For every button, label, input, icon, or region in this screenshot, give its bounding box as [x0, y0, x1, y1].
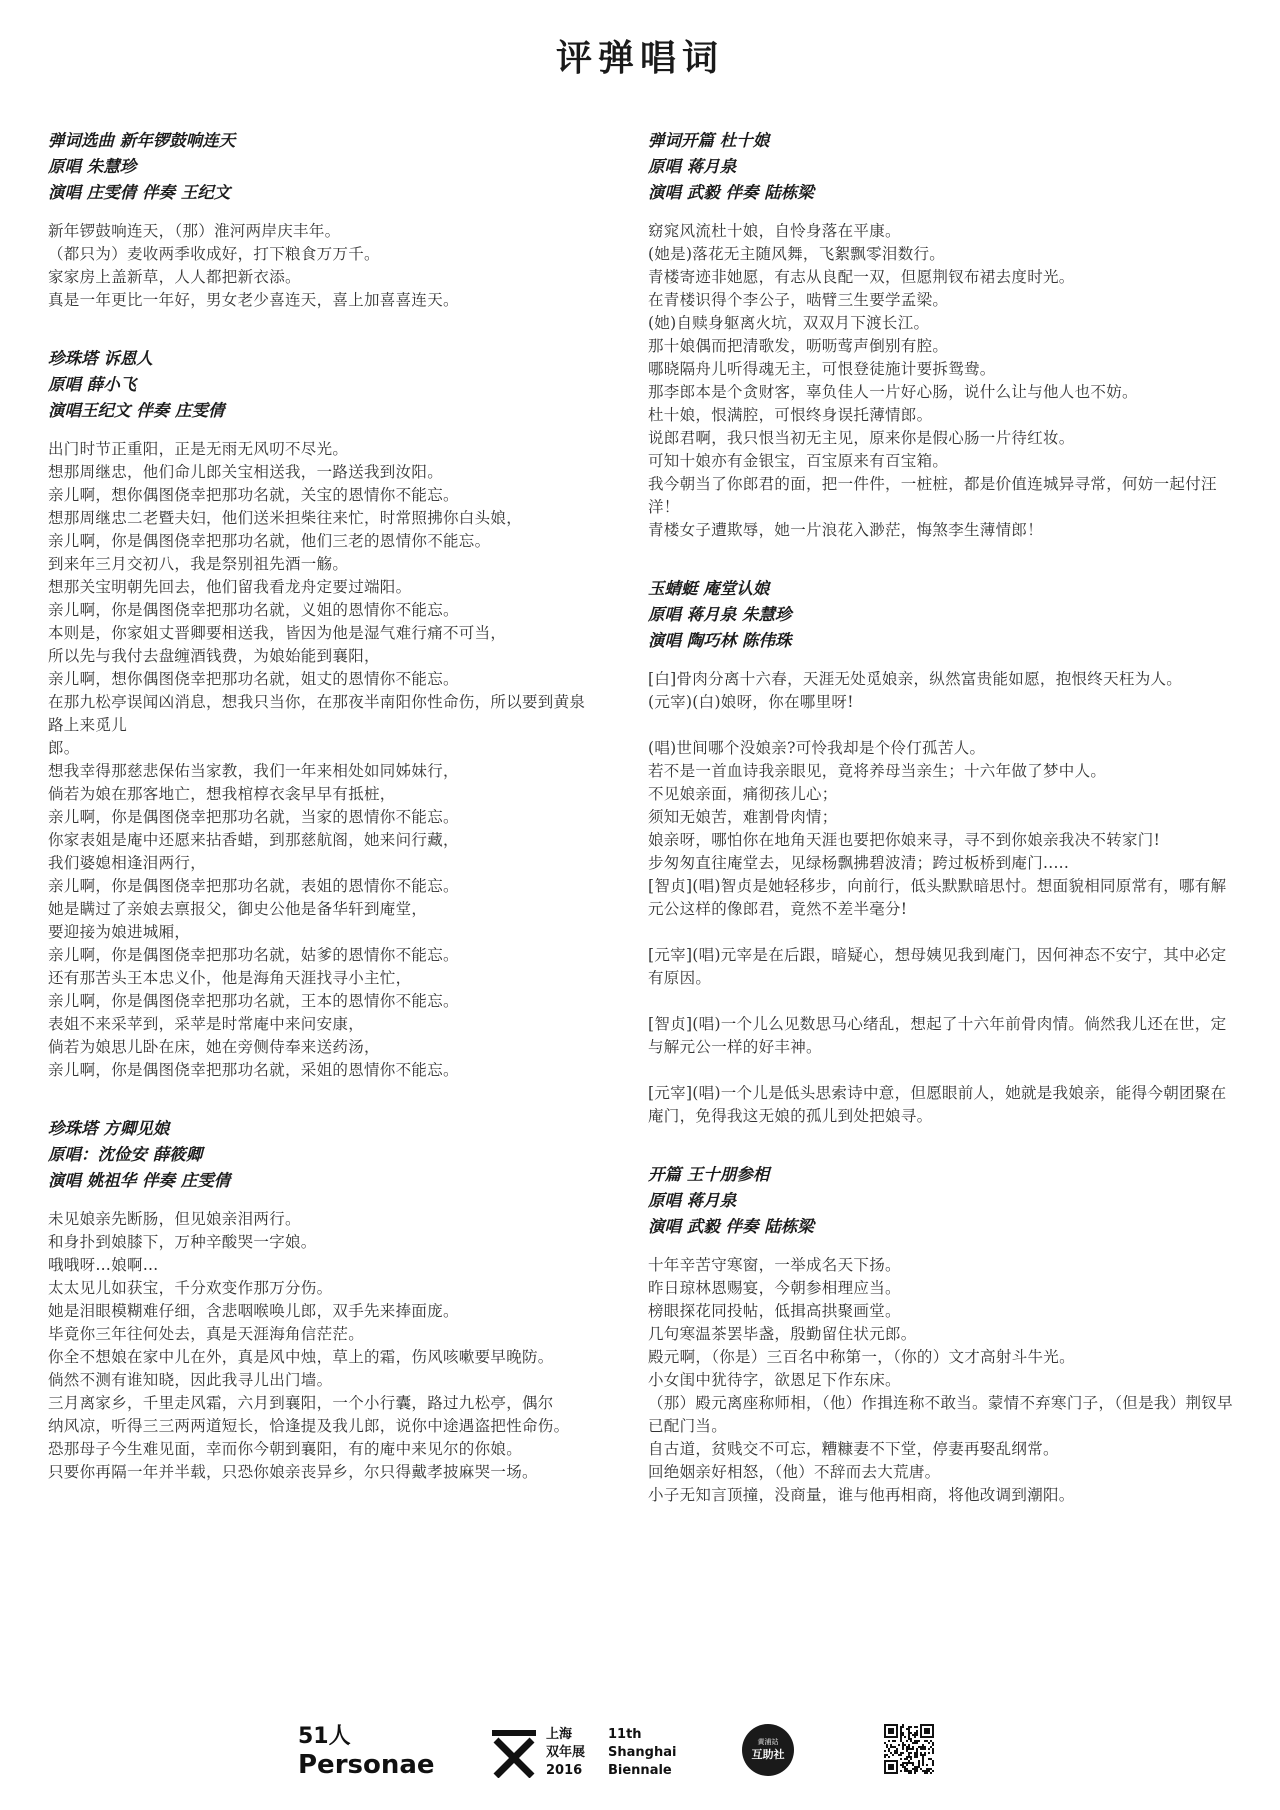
lyric-line: 殿元啊，（你是）三百名中称第一，（你的）文才高射斗牛光。: [648, 1348, 1075, 1366]
lyric-line: 表姐不来采苹到，采苹是时常庵中来问安康，: [48, 1015, 365, 1033]
lyric-line: 榜眼探花同投帖，低揖高拱聚画堂。: [648, 1302, 901, 1320]
lyric-line: 要迎接为娘进城厢，: [48, 923, 191, 941]
section-credit: 演唱 姚祖华 伴奏 庄雯倩: [48, 1171, 231, 1190]
lyric-line: 亲儿啊，你是偶图侥幸把那功名就，采姐的恩情你不能忘。: [48, 1061, 459, 1079]
lyric-line: 窈窕风流杜十娘，自怜身落在平康。: [648, 222, 901, 240]
lyric-line: 亲儿啊，想你偶图侥幸把那功名就，关宝的恩情你不能忘。: [48, 486, 459, 504]
lyric-line: (她)自赎身躯离火坑，双双月下渡长江。: [648, 314, 930, 332]
lyrics-section: [648, 576, 1238, 1128]
lyric-line: (元宰)(白)娘呀，你在哪里呀!: [648, 693, 854, 711]
page-title: 评弹唱词: [555, 38, 724, 79]
lyric-line: 几句寒温茶罢毕盏，殷勤留住状元郎。: [648, 1325, 917, 1343]
lyric-line: [元宰](唱)元宰是在后跟，暗疑心，想母姨见我到庵门，因何神态不安宁，其中必定有原因。: [648, 946, 1227, 987]
lyric-line: 哪晓隔舟儿听得魂无主，可恨登徒施计要拆鸳鸯。: [648, 360, 996, 378]
section-title: 珍珠塔 方卿见娘: [48, 1119, 170, 1138]
lyric-line: 亲儿啊，你是偶图侥幸把那功名就，王本的恩情你不能忘。: [48, 992, 459, 1010]
section-title: 弹词开篇 杜十娘: [648, 131, 770, 150]
lyric-line: 在青楼识得个李公子，啮臂三生要学孟梁。: [648, 291, 949, 309]
lyrics-section: [48, 1116, 588, 1484]
lyric-line: 回绝姻亲好相怒，（他）不辞而去大荒唐。: [648, 1463, 941, 1481]
section-credit: 演唱 陶巧林 陈伟珠: [648, 631, 792, 650]
lyric-line: 未见娘亲先断肠，但见娘亲泪两行。: [48, 1210, 301, 1228]
lyric-line: 若不是一首血诗我亲眼见，竟将养母当亲生；十六年做了梦中人。: [648, 762, 1107, 780]
biennale-mark-icon: [490, 1728, 538, 1778]
left-column: [48, 128, 588, 1518]
lyric-line: 青楼女子遭欺辱，她一片浪花入渺茫，悔煞李生薄情郎！: [648, 521, 1044, 539]
lyric-line: [白]骨肉分离十六春，天涯无处觅娘亲，纵然富贵能如愿，抱恨终天枉为人。: [648, 670, 1183, 688]
lyric-line: 那十娘偶而把清歌发，呖呖莺声倒别有腔。: [648, 337, 949, 355]
section-header: [648, 576, 1238, 654]
biennale-cn: 上海 双年展 2016: [546, 1727, 586, 1778]
lyric-line: 亲儿啊，你是偶图侥幸把那功名就，他们三老的恩情你不能忘。: [48, 532, 491, 550]
lyric-line: 新年锣鼓响连天，（那）淮河两岸庆丰年。: [48, 222, 341, 240]
lyric-line: （都只为）麦收两季收成好，打下粮食万万千。: [48, 245, 380, 263]
lyric-line: 倘然不测有谁知晓，因此我寻儿出门墙。: [48, 1371, 333, 1389]
lyric-line: 小女闺中犹待字，欲恩足下作东床。: [648, 1371, 901, 1389]
lyric-line: 家家房上盖新草，人人都把新衣添。: [48, 268, 301, 286]
biennale-en: 11th Shanghai Biennale: [608, 1727, 677, 1778]
lyric-line: 小子无知言顶撞，没商量，谁与他再相商，将他改调到潮阳。: [648, 1486, 1075, 1504]
lyrics-body: [48, 1208, 588, 1484]
lyric-line: 你家表姐是庵中还愿来拈香蜡，到那慈航阁，她来问行藏，: [48, 831, 459, 849]
lyric-line: 亲儿啊，你是偶图侥幸把那功名就，当家的恩情你不能忘。: [48, 808, 459, 826]
lyric-line: 昨日琼林恩赐宴，今朝参相理应当。: [648, 1279, 901, 1297]
lyric-line: 所以先与我付去盘缠酒钱费，为娘始能到襄阳，: [48, 647, 380, 665]
lyric-line: 太太见儿如获宝，千分欢变作那万分伤。: [48, 1279, 333, 1297]
lyric-line: [智贞](唱)一个儿么见数思马心绪乱，想起了十六年前骨肉情。倘然我儿还在世，定与解元公一样的好丰神。: [648, 1015, 1227, 1056]
lyric-line: 那李郎本是个贪财客，辜负佳人一片好心肠，说什么让与他人也不妨。: [648, 383, 1138, 401]
lyrics-body: [48, 438, 588, 1082]
mutual-aid-seal-logo: 黄浦站 互助社: [742, 1724, 794, 1776]
section-credit: 原唱 朱慧珍: [48, 157, 137, 176]
section-title: 玉蜻蜓 庵堂认娘: [648, 579, 770, 598]
lyric-line: 郎。: [48, 739, 80, 757]
section-title: 弹词选曲 新年锣鼓响连天: [48, 131, 236, 150]
lyric-line: 本则是，你家姐丈晋卿要相送我，皆因为他是湿气难行痛不可当，: [48, 624, 507, 642]
lyric-line: 恐那母子今生难见面，幸而你今朝到襄阳，有的庵中来见尔的你娘。: [48, 1440, 523, 1458]
lyric-line: 不见娘亲面，痛彻孩儿心；: [648, 785, 838, 803]
right-column: [648, 128, 1238, 1541]
lyric-line: 亲儿啊，你是偶图侥幸把那功名就，表姐的恩情你不能忘。: [48, 877, 459, 895]
lyric-line: [元宰](唱)一个儿是低头思索诗中意，但愿眼前人，她就是我娘亲，能得今朝团聚在庵门，免得我这无娘的孤儿到处把娘寻。: [648, 1084, 1227, 1125]
lyric-line: 想那周继忠二老暨夫妇，他们送米担柴往来忙，时常照拂你白头娘，: [48, 509, 523, 527]
lyric-line: 纳风凉，听得三三两两道短长，恰逢提及我儿郎，说你中途遇盗把性命伤。: [48, 1417, 570, 1435]
lyric-line: 哦哦呀…娘啊…: [48, 1256, 159, 1274]
lyric-line: (她是)落花无主随风舞，飞絮飘零泪数行。: [648, 245, 946, 263]
lyric-line: 只要你再隔一年并半载，只恐你娘亲丧异乡，尔只得戴孝披麻哭一场。: [48, 1463, 538, 1481]
lyrics-section: [648, 1162, 1238, 1507]
section-credit: 原唱 蒋月泉: [648, 1191, 737, 1210]
section-credit: 原唱 蒋月泉 朱慧珍: [648, 605, 792, 624]
lyrics-body: [648, 668, 1238, 1128]
lyric-line: 毕竟你三年往何处去，真是天涯海角信茫茫。: [48, 1325, 365, 1343]
lyric-line: 须知无娘苦，难割骨肉情；: [648, 808, 838, 826]
lyric-line: 你全不想娘在家中儿在外，真是风中烛，草上的霜，伤风咳嗽要早晚防。: [48, 1348, 554, 1366]
lyric-line: 娘亲呀，哪怕你在地角天涯也要把你娘来寻，寻不到你娘亲我决不转家门!: [648, 831, 1161, 849]
section-credit: 演唱 庄雯倩 伴奏 王纪文: [48, 183, 231, 202]
lyric-line: 十年辛苦守寒窗，一举成名天下扬。: [648, 1256, 901, 1274]
section-header: [48, 1116, 588, 1194]
lyric-line: 到来年三月交初八，我是祭别祖先酒一觞。: [48, 555, 349, 573]
lyric-line: 和身扑到娘膝下，万种辛酸哭一字娘。: [48, 1233, 317, 1251]
section-header: [48, 346, 588, 424]
lyric-line: 说郎君啊，我只恨当初无主见，原来你是假心肠一片待红妆。: [648, 429, 1075, 447]
lyric-line: 想那周继忠，他们命儿郎关宝相送我，一路送我到汝阳。: [48, 463, 444, 481]
lyric-line: 她是泪眼模糊难仔细，含悲咽喉唤儿郎，双手先来捧面庞。: [48, 1302, 459, 1320]
lyric-line: (唱)世间哪个没娘亲?可怜我却是个伶仃孤苦人。: [648, 739, 986, 757]
lyric-line: 自古道，贫贱交不可忘，糟糠妻不下堂，停妻再娶乱纲常。: [648, 1440, 1059, 1458]
lyrics-section: [648, 128, 1238, 542]
lyric-line: 出门时节正重阳，正是无雨无风叨不尽光。: [48, 440, 349, 458]
lyric-line: 想那关宝明朝先回去，他们留我看龙舟定要过端阳。: [48, 578, 412, 596]
lyrics-body: [48, 220, 588, 312]
lyrics-body: [648, 1254, 1238, 1507]
section-title: 开篇 王十朋参相: [648, 1165, 770, 1184]
lyrics-section: [48, 346, 588, 1082]
lyric-line: 我们婆媳相逢泪两行，: [48, 854, 207, 872]
qr-code-icon: [884, 1724, 934, 1778]
lyrics-body: [648, 220, 1238, 542]
section-credit: 原唱 薛小飞: [48, 375, 137, 394]
lyric-line: 倘若为娘在那客地亡，想我棺椁衣衾早早有抵桩，: [48, 785, 396, 803]
section-credit: 原唱：沈俭安 薛筱卿: [48, 1145, 203, 1164]
section-header: [48, 128, 588, 206]
lyric-line: [智贞](唱)智贞是她轻移步，向前行，低头默默暗思忖。想面貌相同原常有，哪有解元公这样的像郎君，竟然不差半毫分!: [648, 877, 1227, 918]
section-title: 珍珠塔 诉恩人: [48, 349, 153, 368]
lyric-line: 真是一年更比一年好，男女老少喜连天，喜上加喜喜连天。: [48, 291, 459, 309]
lyric-line: 步匆匆直往庵堂去，见绿杨飘拂碧波清；跨过板桥到庵门.....: [648, 854, 1070, 872]
section-credit: 演唱 武毅 伴奏 陆栋梁: [648, 1217, 814, 1236]
lyric-line: 亲儿啊，你是偶图侥幸把那功名就，姑爹的恩情你不能忘。: [48, 946, 459, 964]
lyric-line: 亲儿啊，你是偶图侥幸把那功名就，义姐的恩情你不能忘。: [48, 601, 459, 619]
lyric-line: 想我幸得那慈悲保佑当家教，我们一年来相处如同姊妹行，: [48, 762, 459, 780]
lyric-line: 亲儿啊，想你偶图侥幸把那功名就，姐丈的恩情你不能忘。: [48, 670, 459, 688]
section-credit: 演唱 武毅 伴奏 陆栋梁: [648, 183, 814, 202]
lyric-line: 可知十娘亦有金银宝，百宝原来有百宝箱。: [648, 452, 949, 470]
section-credit: 原唱 蒋月泉: [648, 157, 737, 176]
footer: [0, 1720, 1280, 1800]
section-header: [648, 1162, 1238, 1240]
section-credit: 演唱王纪文 伴奏 庄雯倩: [48, 401, 225, 420]
logo-51-text: 51人: [298, 1724, 351, 1749]
lyric-line: 还有那苦头王本忠义仆，他是海角天涯找寻小主忙，: [48, 969, 412, 987]
lyric-line: 青楼寄迹非她愿，有志从良配一双，但愿荆钗布裙去度时光。: [648, 268, 1075, 286]
lyric-line: 在那九松亭误闻凶消息，想我只当你，在那夜半南阳你性命伤，所以要到黄泉路上来觅儿: [48, 693, 586, 734]
lyric-line: （那）殿元离座称师相，（他）作揖连称不敢当。蒙情不弃寒门子，（但是我）荆钗早已配门当。: [648, 1394, 1233, 1435]
section-header: [648, 128, 1238, 206]
lyric-line: 倘若为娘思儿卧在床，她在旁侧侍奉来送药汤，: [48, 1038, 380, 1056]
lyric-line: 她是瞒过了亲娘去禀报父，御史公他是备华轩到庵堂，: [48, 900, 428, 918]
personae-logo: [298, 1724, 435, 1780]
lyric-line: 三月离家乡，千里走风霜，六月到襄阳，一个小行囊，路过九松亭，偶尔: [48, 1394, 554, 1412]
lyric-line: 杜十娘，恨满腔，可恨终身误托薄情郎。: [648, 406, 933, 424]
lyrics-section: [48, 128, 588, 312]
lyric-line: 我今朝当了你郎君的面，把一件件，一桩桩，都是价值连城异寻常，何妨一起付汪洋！: [648, 475, 1217, 516]
logo-personae-text: Personae: [298, 1750, 435, 1780]
